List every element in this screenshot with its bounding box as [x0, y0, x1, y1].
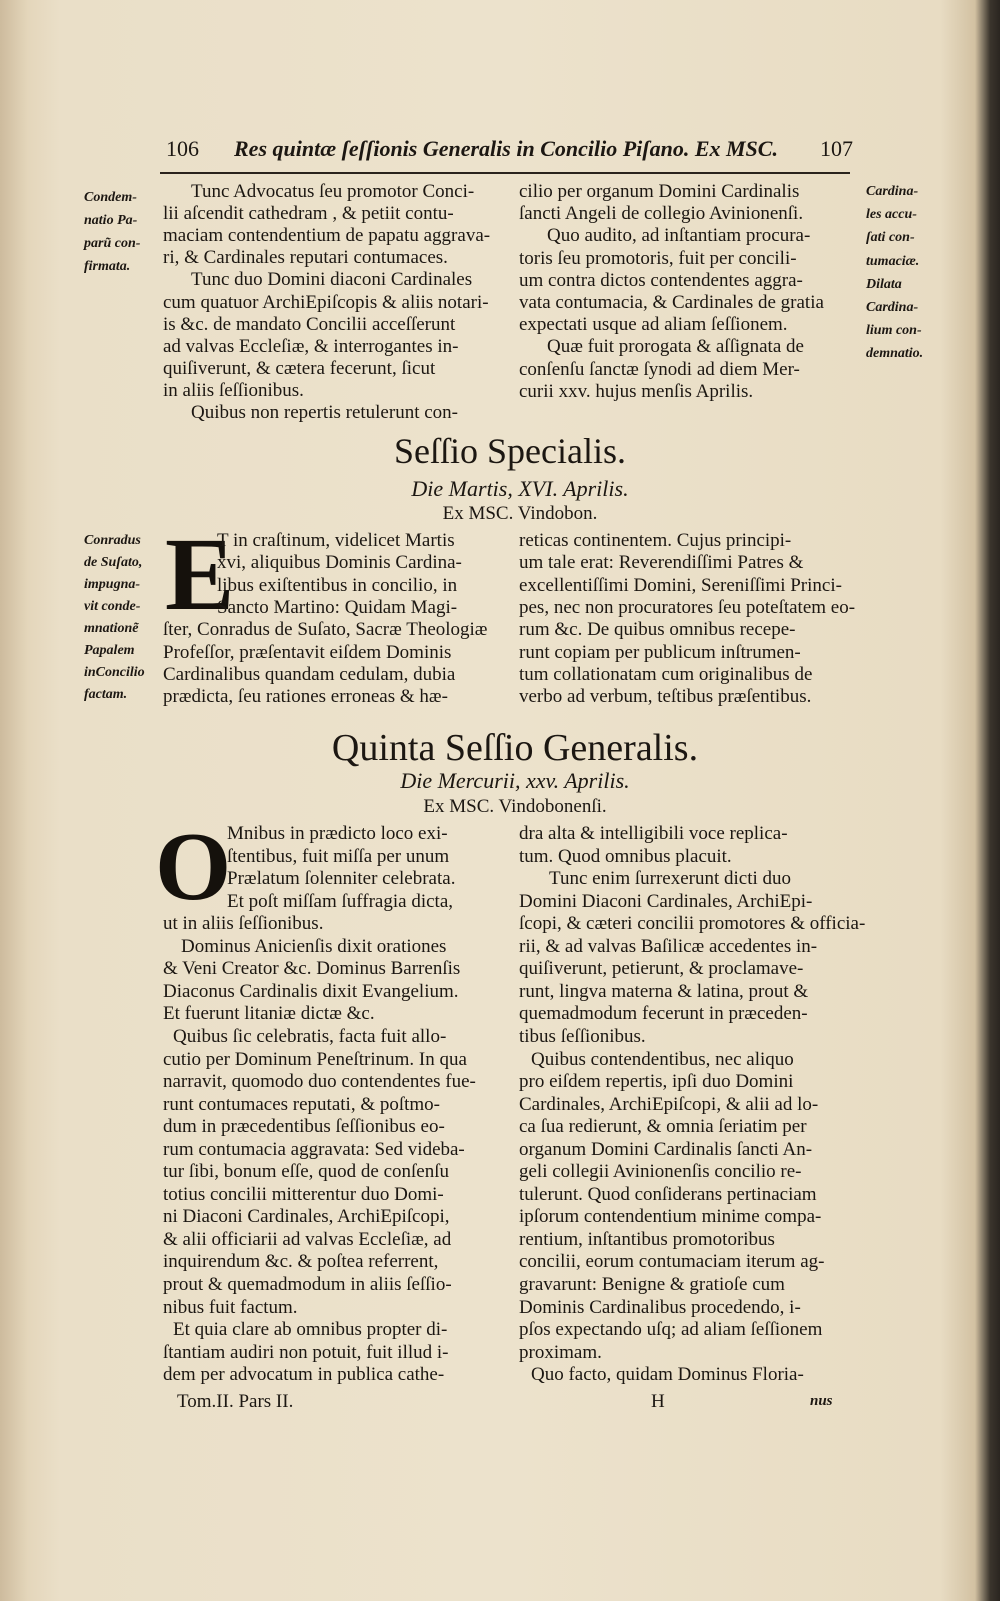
text-line: dra alta & intelligibili voce replica-: [519, 823, 788, 844]
text-line: xvi, aliquibus Dominis Cardina-: [217, 552, 462, 574]
text-line: runt contumaces reputati, & poſtmo-: [163, 1093, 441, 1115]
text-line: & alii officiarii ad valvas Eccleſiæ, ad: [163, 1228, 452, 1250]
text-line: pes, nec non procuratores ſeu poteſtatem eo-: [519, 596, 856, 618]
head-rule: [160, 172, 850, 174]
printer-signature: H: [651, 1391, 665, 1412]
text-line: rii, & ad valvas Baſilicæ accedentes in-: [519, 935, 818, 957]
text-line: libus exiſtentibus in concilio, in: [217, 574, 458, 596]
text-line: tibus ſeſſionibus.: [519, 1025, 646, 1047]
text-line: Dominis Cardinalibus procedendo, i-: [519, 1296, 801, 1318]
text-line: conſenſu ſanctæ ſynodi ad diem Mer-: [519, 358, 800, 380]
page-number-left: 106: [166, 136, 199, 161]
text-line: Diaconus Cardinalis dixit Evangelium.: [163, 980, 459, 1002]
text-line: Et poſt miſſam ſuffragia dicta,: [227, 890, 454, 912]
text-line: Quo audito, ad inſtantiam procura-: [547, 225, 811, 247]
text-line: Profeſſor, præſentavit eiſdem Dominis: [163, 641, 452, 663]
text-line: narravit, quomodo duo contendentes fue-: [163, 1071, 476, 1093]
text-line: curii xxv. hujus menſis Aprilis.: [519, 380, 754, 402]
text-line: prout & quemadmodum in aliis ſeſſio-: [163, 1274, 452, 1295]
margin-note-line: natio Pa-: [84, 213, 138, 228]
text-line: cum quatuor ArchiEpiſcopis & aliis notari-: [163, 291, 489, 313]
margin-note-line: parũ con-: [84, 236, 141, 251]
fifth-session-source: Ex MSC. Vindobonenſi.: [423, 796, 607, 817]
text-line: pro eiſdem repertis, ipſi duo Domini: [519, 1071, 794, 1093]
margin-note-line: Conradus: [84, 533, 141, 548]
text-line: Et fuerunt litaniæ dictæ &c.: [163, 1003, 375, 1025]
text-line: ſter, Conradus de Suſato, Sacræ Theologiæ: [163, 619, 488, 641]
text-line: Prælatum ſolenniter celebrata.: [227, 868, 456, 890]
margin-note-line: factam.: [84, 687, 128, 702]
margin-note-line: Cardina-: [866, 300, 919, 315]
text-line: rum contumacia aggravata: Sed videba-: [163, 1138, 465, 1160]
margin-note-line: Cardina-: [866, 184, 919, 199]
text-line: in aliis ſeſſionibus.: [163, 379, 304, 401]
special-session-title: Seſſio Specialis.: [394, 431, 626, 471]
text-line: ad valvas Eccleſiæ, & interrogantes in-: [163, 335, 459, 357]
text-line: ca ſua redierunt, & omnia ſeriatim per: [519, 1116, 807, 1138]
text-line: geli collegii Avinionenſis concilio re-: [519, 1161, 802, 1183]
text-line: Domini Diaconi Cardinales, ArchiEpi-: [519, 890, 813, 912]
text-line: Quibus contendentibus, nec aliquo: [531, 1048, 794, 1070]
text-line: runt, lingva materna & latina, prout &: [519, 980, 809, 1002]
text-line: tum. Quod omnibus placuit.: [519, 845, 732, 867]
text-line: is &c. de mandato Concilii acceſſerunt: [163, 313, 456, 335]
text-line: ſcopi, & cæteri concilii promotores & officia-: [519, 913, 866, 935]
text-line: ſtentibus, fuit miſſa per unum: [227, 845, 450, 867]
fifth-session-date: Die Mercurii, xxv. Aprilis.: [400, 768, 630, 793]
margin-note-line: firmata.: [84, 259, 131, 274]
running-head-title: Res quintæ ſeſſionis Generalis in Concilio Piſano. Ex MSC.: [234, 136, 778, 161]
text-line: dem per advocatum in publica cathe-: [163, 1364, 445, 1386]
text-line: Cardinales, ArchiEpiſcopi, & alii ad lo-: [519, 1093, 819, 1115]
text-line: Tunc duo Domini diaconi Cardinales: [191, 269, 473, 291]
text-line: cilio per organum Domini Cardinalis: [519, 181, 800, 202]
text-line: T in craſtinum, videlicet Martis: [217, 530, 455, 551]
text-line: prædicta, ſeu rationes erroneas & hæ-: [163, 686, 448, 708]
text-line: Tunc Advocatus ſeu promotor Conci-: [191, 181, 475, 202]
text-line: Sancto Martino: Quidam Magi-: [217, 596, 458, 618]
text-line: & Veni Creator &c. Dominus Barrenſis: [163, 958, 461, 980]
text-line: proximam.: [519, 1341, 602, 1363]
drop-cap-o: O: [155, 813, 232, 921]
text-line: totius concilii mitterentur duo Domi-: [163, 1183, 444, 1205]
text-line: ſtantiam audiri non potuit, fuit illud i-: [163, 1341, 449, 1363]
drop-cap-e: E: [165, 517, 235, 632]
text-line: maciam contendentium de papatu aggrava-: [163, 225, 491, 247]
text-line: verbo ad verbum, teſtibus præſentibus.: [519, 686, 812, 708]
text-line: Et quia clare ab omnibus propter di-: [173, 1319, 448, 1341]
text-line: rum &c. De quibus omnibus recepe-: [519, 619, 796, 641]
margin-note-line: les accu-: [866, 207, 917, 223]
text-line: toris ſeu promotoris, fuit per concili-: [519, 247, 797, 269]
margin-note-line: Papalem: [84, 643, 135, 658]
text-line: expectati usque ad aliam ſeſſionem.: [519, 314, 788, 336]
fifth-session-title: Quinta Seſſio Generalis.: [331, 727, 699, 769]
text-line: reticas continentem. Cujus principi-: [519, 530, 792, 551]
margin-note-line: lium con-: [866, 323, 922, 339]
margin-note-line: Dilata: [866, 276, 902, 292]
text-line: Quæ fuit prorogata & aſſignata de: [547, 336, 804, 358]
margin-note-line: de Suſato,: [84, 555, 143, 570]
text-line: vata contumacia, & Cardinales de gratia: [519, 292, 824, 313]
special-session-source: Ex MSC. Vindobon.: [442, 503, 598, 524]
margin-note-line: tumaciæ.: [866, 253, 920, 269]
text-line: ipſorum contendentium minime compa-: [519, 1206, 822, 1228]
margin-note-line: demnatio.: [866, 346, 924, 362]
text-line: nibus fuit factum.: [163, 1296, 298, 1318]
text-line: Quo facto, quidam Dominus Floria-: [531, 1364, 804, 1386]
text-line: cutio per Dominum Peneſtrinum. In qua: [163, 1048, 467, 1070]
text-line: quiſiverunt, petierunt, & proclamave-: [519, 958, 804, 980]
text-line: runt copiam per publicum inſtrumen-: [519, 641, 801, 663]
text-line: ni Diaconi Cardinales, ArchiEpiſcopi,: [163, 1206, 450, 1228]
margin-note-line: impugna-: [84, 577, 141, 592]
special-session-date: Die Martis, XVI. Aprilis.: [411, 476, 629, 501]
text-line: inquirendum &c. & poſtea referrent,: [163, 1251, 439, 1273]
text-line: quiſiverunt, & cætera fecerunt, ſicut: [163, 357, 436, 379]
volume-signature: Tom.II. Pars II.: [177, 1391, 294, 1412]
text-line: ſancti Angeli de collegio Avinionenſi.: [519, 203, 804, 225]
page-number-right: 107: [820, 136, 853, 161]
text-line: Mnibus in prædicto loco exi-: [227, 823, 448, 844]
text-line: um contra dictos contendentes aggra-: [519, 269, 803, 291]
text-line: quemadmodum fecerunt in præceden-: [519, 1003, 808, 1025]
catchword: nus: [810, 1393, 833, 1409]
text-line: tur ſibi, bonum eſſe, quod de conſenſu: [163, 1161, 450, 1183]
text-line: tulerunt. Quod conſiderans pertinaciam: [519, 1183, 817, 1205]
text-line: ut in aliis ſeſſionibus.: [163, 913, 324, 935]
margin-note-line: inConcilio: [84, 665, 145, 680]
running-head: [0, 136, 1000, 168]
text-line: tum collationatam cum originalibus de: [519, 663, 813, 685]
margin-note-line: mnationẽ: [84, 621, 139, 636]
text-line: rentium, inſtantibus promotoribus: [519, 1228, 775, 1250]
text-line: Quibus non repertis retulerunt con-: [191, 402, 458, 423]
text-line: excellentiſſimi Domini, Sereniſſimi Princi-: [519, 574, 842, 596]
text-line: ri, & Cardinales reputari contumaces.: [163, 247, 448, 269]
text-line: organum Domini Cardinalis ſancti An-: [519, 1138, 813, 1160]
text-line: gravarunt: Benigne & gratioſe cum: [519, 1274, 785, 1295]
margin-note-line: ſati con-: [866, 230, 915, 246]
text-line: pſos expectando uſq; ad aliam ſeſſionem: [519, 1319, 823, 1341]
text-line: lii aſcendit cathedram , & petiit contu-: [163, 203, 454, 225]
margin-note-line: vit conde-: [84, 599, 141, 614]
text-line: um tale erat: Reverendiſſimi Patres &: [519, 552, 804, 574]
text-line: Cardinalibus quandam cedulam, dubia: [163, 663, 456, 685]
text-line: Quibus ſic celebratis, facta fuit allo-: [173, 1025, 447, 1047]
text-line: dum in præcedentibus ſeſſionibus eo-: [163, 1116, 445, 1138]
margin-note-line: Condem-: [84, 190, 137, 205]
text-line: Tunc enim ſurrexerunt dicti duo: [549, 868, 792, 890]
text-line: Dominus Anicienſis dixit orationes: [181, 935, 447, 957]
text-line: concilii, eorum contumaciam iterum ag-: [519, 1251, 825, 1273]
